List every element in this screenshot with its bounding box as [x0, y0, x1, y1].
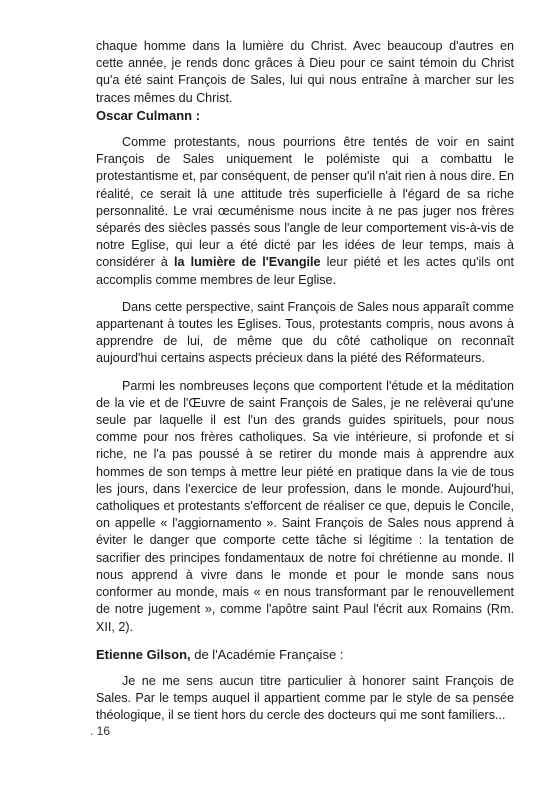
section-heading-culmann: Oscar Culmann : [96, 107, 201, 123]
page-number: . 16 [90, 724, 111, 738]
culmann-paragraph-1 [96, 134, 514, 289]
section-heading-gilson [96, 646, 514, 663]
culmann-p1-text-before: Comme protestants, nous pourrions être tentés de voir en saint François de Sales uniquement le polémiste qui a combattu le protestantisme et, par conséquent, de penser qu'il n'ait rien à nous dire. En réalité, ce serait là une attitude très superficielle à l'égard de sa riche personnalité. Le vrai œcuménisme nous incite à ne pas juger nos frères séparés des siècles passés sous l'angle de leur comportement vis-à-vis de notre Eglise, qui leur a été dicté par les idées de leur temps, mais à considérer à [96, 135, 514, 270]
gilson-paragraph-1: Je ne me sens aucun titre particulier à honorer saint François de Sales. Par le temps auquel il appartient comme par le style de sa pensée théologique, il se tient hors du cercle des docteurs qui me sont familiers... [96, 673, 514, 723]
culmann-p1-text-after: leur piété et les actes qu'ils ont accomplis comme membres de leur Eglise. [96, 255, 514, 287]
gilson-name: Etienne Gilson, [96, 646, 191, 662]
culmann-paragraph-3: Parmi les nombreuses leçons que comportent l'étude et la méditation de la vie et de l'Œuvre de saint François de Sales, je ne relèverai qu'une seule par laquelle il est l'un des grands guides spirituels, pour nous comme pour nos frères catholiques. Sa vie intérieure, si profonde et si riche, ne l'a pas poussé à se retirer du monde mais à apprendre aux hommes de son temps à mettre leur piété en pratique dans la vie de tous les jours, dans l'exercice de leur profession, dans le monde. Aujourd'hui, catholiques et protestants s'efforcent de réaliser ce que, depuis le Concile, on appelle « l'aggiornamento ». Saint François de Sales nous apprend à éviter le danger que comporte cette tâche si légitime : la tentation de sacrifier des principes fondamentaux de notre foi chrétienne au monde. Il nous apprend à vivre dans le monde et pour le monde sans nous conformer au monde, mais « en nous transformant par le renouvellement de notre jugement », comme l'apôtre saint Paul l'écrit aux Romains (Rm. XII, 2). [96, 378, 514, 634]
gilson-affiliation: de l'Académie Française : [190, 646, 344, 662]
culmann-paragraph-2: Dans cette perspective, saint François de Sales nous apparaît comme appartenant à toutes les Eglises. Tous, protestants compris, nous avons à apprendre de lui, de même que du côté catholique on reconnaît aujourd'hui certains aspects précieux dans la piété des Réformateurs. [96, 299, 514, 366]
culmann-p1-emphasis: la lumière de l'Evangile [173, 255, 321, 270]
intro-paragraph: chaque homme dans la lumière du Christ. Avec beaucoup d'autres en cette année, je rends donc grâces à Dieu pour ce saint témoin du Christ qu'a été saint François de Sales, lui qui nous entraîne à marcher sur les traces mêmes du Christ. [96, 39, 514, 105]
document-page [96, 38, 514, 735]
